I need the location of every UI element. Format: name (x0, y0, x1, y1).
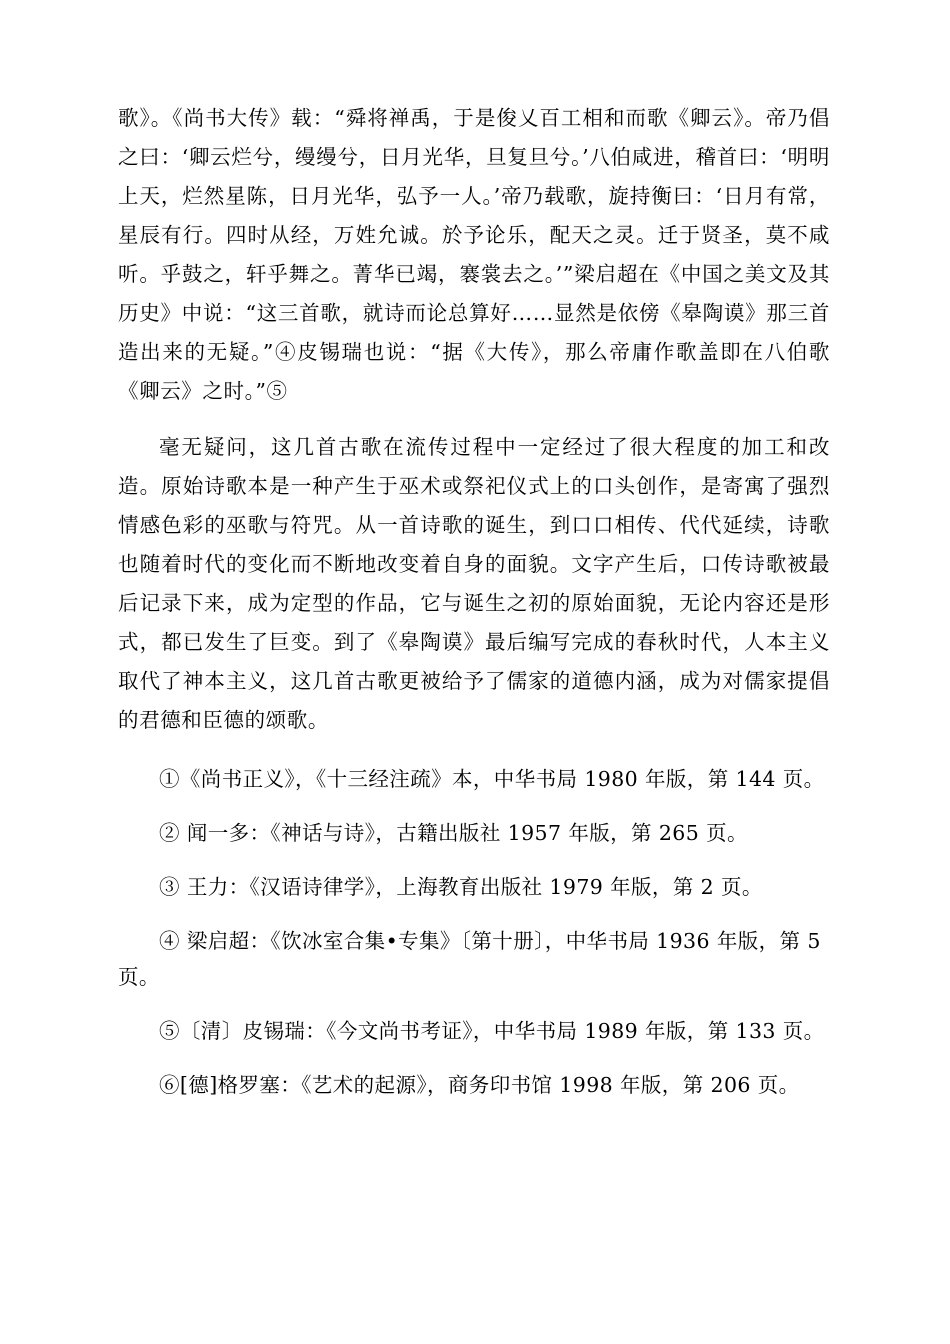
document-page (118, 99, 830, 1103)
body-paragraph-1: 歌》。《尚书大传》载：“舜将禅禹，于是俊乂百工相和而歌《卿云》。帝乃倡之曰：‘卿云烂兮，缦缦兮，日月光华，旦复旦兮。’八伯咸进，稽首曰：‘明明上天，烂然星陈，日月光华，弘予一人。’帝乃载歌，旋持衡曰：‘日月有常，星辰有行。四时从经，万姓允诚。於予论乐，配天之灵。迁于贤圣，莫不咸听。乎鼓之，轩乎舞之。菁华已竭，褰裳去之。’”梁启超在《中国之美文及其历史》中说：“这三首歌，就诗而论总算好……显然是依傍《皋陶谟》那三首造出来的无疑。”④皮锡瑞也说：“据《大传》，那么帝庸作歌盖即在八伯歌《卿云》之时。”⑤ (118, 106, 830, 403)
footnote-3: ③ 王力：《汉语诗律学》，上海教育出版社 1979 年版，第 2 页。 (159, 875, 763, 899)
body-paragraph-2: 毫无疑问，这几首古歌在流传过程中一定经过了很大程度的加工和改造。原始诗歌本是一种产生于巫术或祭祀仪式上的口头创作，是寄寓了强烈情感色彩的巫歌与符咒。从一首诗歌的诞生，到口口相传、代代延续，诗歌也随着时代的变化而不断地改变着自身的面貌。文字产生后，口传诗歌被最后记录下来，成为定型的作品，它与诞生之初的原始面貌，无论内容还是形式，都已发生了巨变。到了《皋陶谟》最后编写完成的春秋时代，人本主义取代了神本主义，这几首古歌更被给予了儒家的道德内涵，成为对儒家提倡的君德和臣德的颂歌。 (118, 435, 830, 732)
footnotes (118, 761, 830, 1103)
paragraph-spacer (118, 411, 830, 428)
footnote-5: ⑤〔清〕皮锡瑞：《今文尚书考证》，中华书局 1989 年版，第 133 页。 (159, 1019, 825, 1043)
footnote-2: ② 闻一多：《神话与诗》，古籍出版社 1957 年版，第 265 页。 (159, 821, 748, 845)
footnote-6: ⑥[德]格罗塞：《艺术的起源》，商务印书馆 1998 年版，第 206 页。 (159, 1073, 800, 1097)
footnote-1: ①《尚书正义》，《十三经注疏》本，中华书局 1980 年版，第 144 页。 (159, 767, 825, 791)
footnote-4: ④ 梁启超：《饮冰室合集•专集》〔第十册〕，中华书局 1936 年版，第 5 页。 (118, 929, 821, 989)
